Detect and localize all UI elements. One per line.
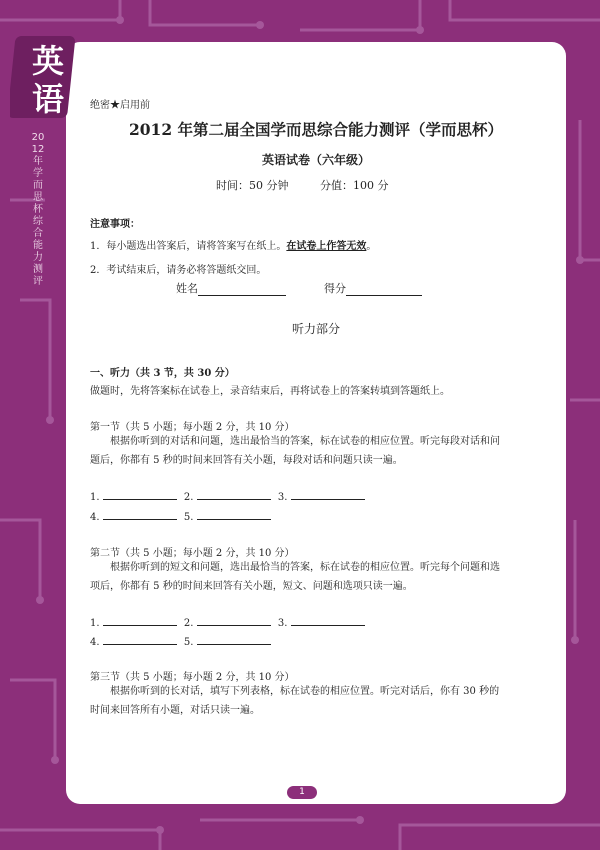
part-description: 做题时，先将答案标在试卷上，录音结束后，再将试卷上的答案转填到答题纸上。	[90, 386, 450, 397]
subsection-3-description: 根据你听到的长对话，填写下列表格，标在试卷的相应位置。听完对话后，你有 30 秒的时间来回答所有小题，对话只读一遍。	[90, 686, 500, 716]
answer-blank[interactable]	[103, 509, 177, 520]
answer-label: 1.	[90, 492, 100, 503]
answer-row-1	[90, 489, 369, 503]
answer-blank[interactable]	[197, 509, 271, 520]
answer-label: 2.	[183, 492, 194, 503]
confidential-label: 绝密★启用前	[90, 100, 150, 111]
score-label: 得分	[324, 282, 346, 295]
note-item-1-end: 。	[366, 241, 377, 252]
page-number: 1	[287, 786, 317, 799]
part-title: 一、听力（共 3 节，共 30 分）	[90, 368, 235, 379]
answer-blank[interactable]	[197, 489, 271, 500]
subsection-1-description: 根据你听到的对话和问题，选出最恰当的答案，标在试卷的相应位置。听完每段对话和问题后，你都有 5 秒的时间来回答有关小题，每段对话和问题只读一遍。	[90, 436, 500, 466]
name-field[interactable]	[176, 280, 286, 296]
notes-heading: 注意事项：	[90, 219, 140, 230]
answer-label: 5.	[183, 512, 194, 523]
exam-subject: 英语试卷（六年级）	[261, 153, 370, 167]
answer-row-3	[90, 615, 369, 629]
side-vertical-text: 2012年学而思杯综合能力测评	[31, 132, 45, 287]
subsection-2-description: 根据你听到的短文和问题，选出最恰当的答案，标在试卷的相应位置。听完每个问题和选项后，你都有 5 秒的时间来回答有关小题，短文、问题和选项只读一遍。	[90, 562, 500, 592]
answer-label: 4.	[90, 512, 100, 523]
answer-blank[interactable]	[103, 615, 177, 626]
answer-label: 3.	[277, 618, 288, 629]
exam-time: 时间：50 分钟	[216, 179, 289, 192]
subject-logo	[10, 32, 82, 122]
answer-label: 1.	[90, 618, 100, 629]
subsection-3-title: 第三节（共 5 小题；每小题 2 分，共 10 分）	[90, 672, 295, 683]
answer-blank[interactable]	[103, 634, 177, 645]
note-item-2: 2．考试结束后，请务必将答题纸交回。	[90, 265, 267, 276]
answer-blank[interactable]	[291, 489, 365, 500]
answer-blank[interactable]	[197, 615, 271, 626]
answer-row-2	[90, 509, 275, 523]
answer-label: 5.	[183, 637, 194, 648]
answer-blank[interactable]	[197, 634, 271, 645]
note-item-1-text: 1．每小题选出答案后，请将答案写在纸上。	[90, 241, 287, 252]
score-field[interactable]	[324, 280, 422, 296]
exam-title: 2012 年第二届全国学而思综合能力测评（学而思杯）	[128, 120, 504, 139]
answer-row-4	[90, 634, 275, 648]
logo-char-1: 英语	[31, 42, 65, 118]
score-line[interactable]	[346, 283, 422, 296]
note-item-1	[90, 237, 376, 252]
answer-blank[interactable]	[103, 489, 177, 500]
name-line[interactable]	[198, 283, 286, 296]
answer-blank[interactable]	[291, 615, 365, 626]
answer-label: 2.	[183, 618, 194, 629]
note-item-1-emphasis: 在试卷上作答无效	[286, 241, 367, 252]
subsection-2-title: 第二节（共 5 小题；每小题 2 分，共 10 分）	[90, 548, 295, 559]
section-title: 听力部分	[291, 322, 340, 336]
answer-label: 4.	[90, 637, 100, 648]
subsection-1-title: 第一节（共 5 小题；每小题 2 分，共 10 分）	[90, 422, 295, 433]
name-label: 姓名	[176, 282, 198, 295]
answer-label: 3.	[277, 492, 288, 503]
exam-score: 分值：100 分	[320, 179, 389, 192]
